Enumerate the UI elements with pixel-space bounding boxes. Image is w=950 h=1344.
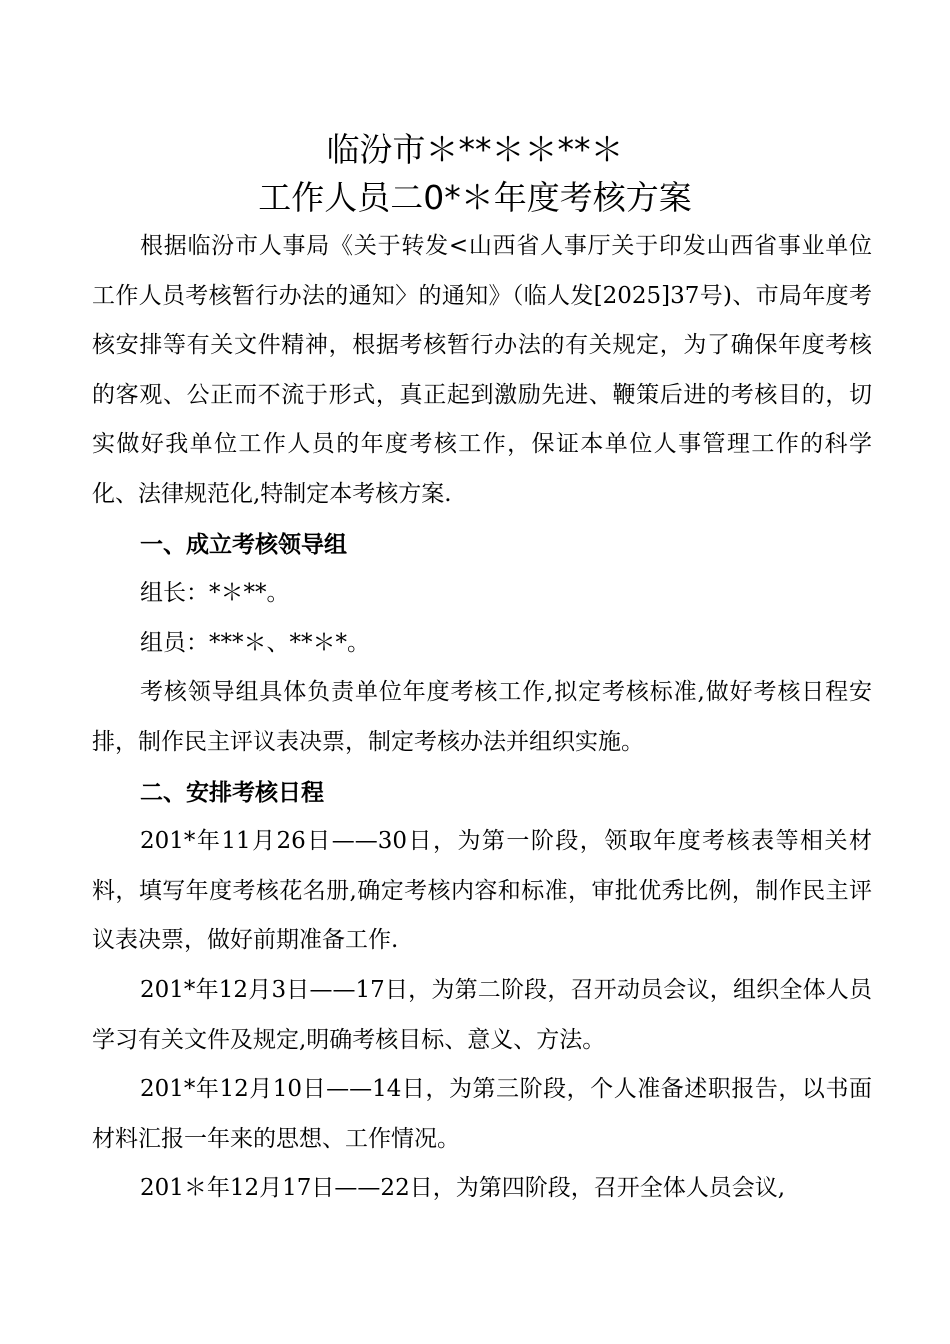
stage-1-paragraph: 201*年11月26日——30日，为第一阶段，领取年度考核表等相关材料，填写年度考核花名册,确定考核内容和标准，审批优秀比例，制作民主评议表决票，做好前期准备工作. xyxy=(92,828,872,954)
document-title-line1: 临汾市＊**＊＊**＊ xyxy=(326,130,624,169)
section-heading-1: 一、成立考核领导组 xyxy=(140,530,347,558)
stage-4-paragraph: 201＊年12月17日——22日，为第四阶段，召开全体人员会议, xyxy=(140,1175,786,1202)
duty-paragraph: 考核领导组具体负责单位年度考核工作,拟定考核标准,做好考核日程安排，制作民主评议表决票，制定考核办法并组织实施。 xyxy=(92,679,872,755)
members-line: 组员：***＊、**＊*。 xyxy=(140,629,370,656)
stage-3-paragraph: 201*年12月10日——14日，为第三阶段，个人准备述职报告，以书面材料汇报一年来的思想、工作情况。 xyxy=(92,1076,872,1152)
document-title-line2: 工作人员二0*＊年度考核方案 xyxy=(258,178,692,217)
stage-2-paragraph: 201*年12月3日——17日，为第二阶段，召开动员会议，组织全体人员学习有关文件及规定,明确考核目标、意义、方法。 xyxy=(92,976,872,1053)
leader-line: 组长：*＊**。 xyxy=(140,580,290,607)
document-body xyxy=(92,222,872,1214)
intro-paragraph: 根据临汾市人事局《关于转发<山西省人事厅关于印发山西省事业单位工作人员考核暂行办法的通知〉的通知》（临人发[2025]37号)、市局年度考核安排等有关文件精神，根据考核暂行办法的有关规定，为了确保年度考核的客观、公正而不流于形式，真正起到激励先进、鞭策后进的考核目的，切实做好我单位工作人员的年度考核工作，保证本单位人事管理工作的科学化、法律规范化,特制定本考核方案. xyxy=(92,233,872,507)
section-heading-2: 二、安排考核日程 xyxy=(140,778,324,806)
